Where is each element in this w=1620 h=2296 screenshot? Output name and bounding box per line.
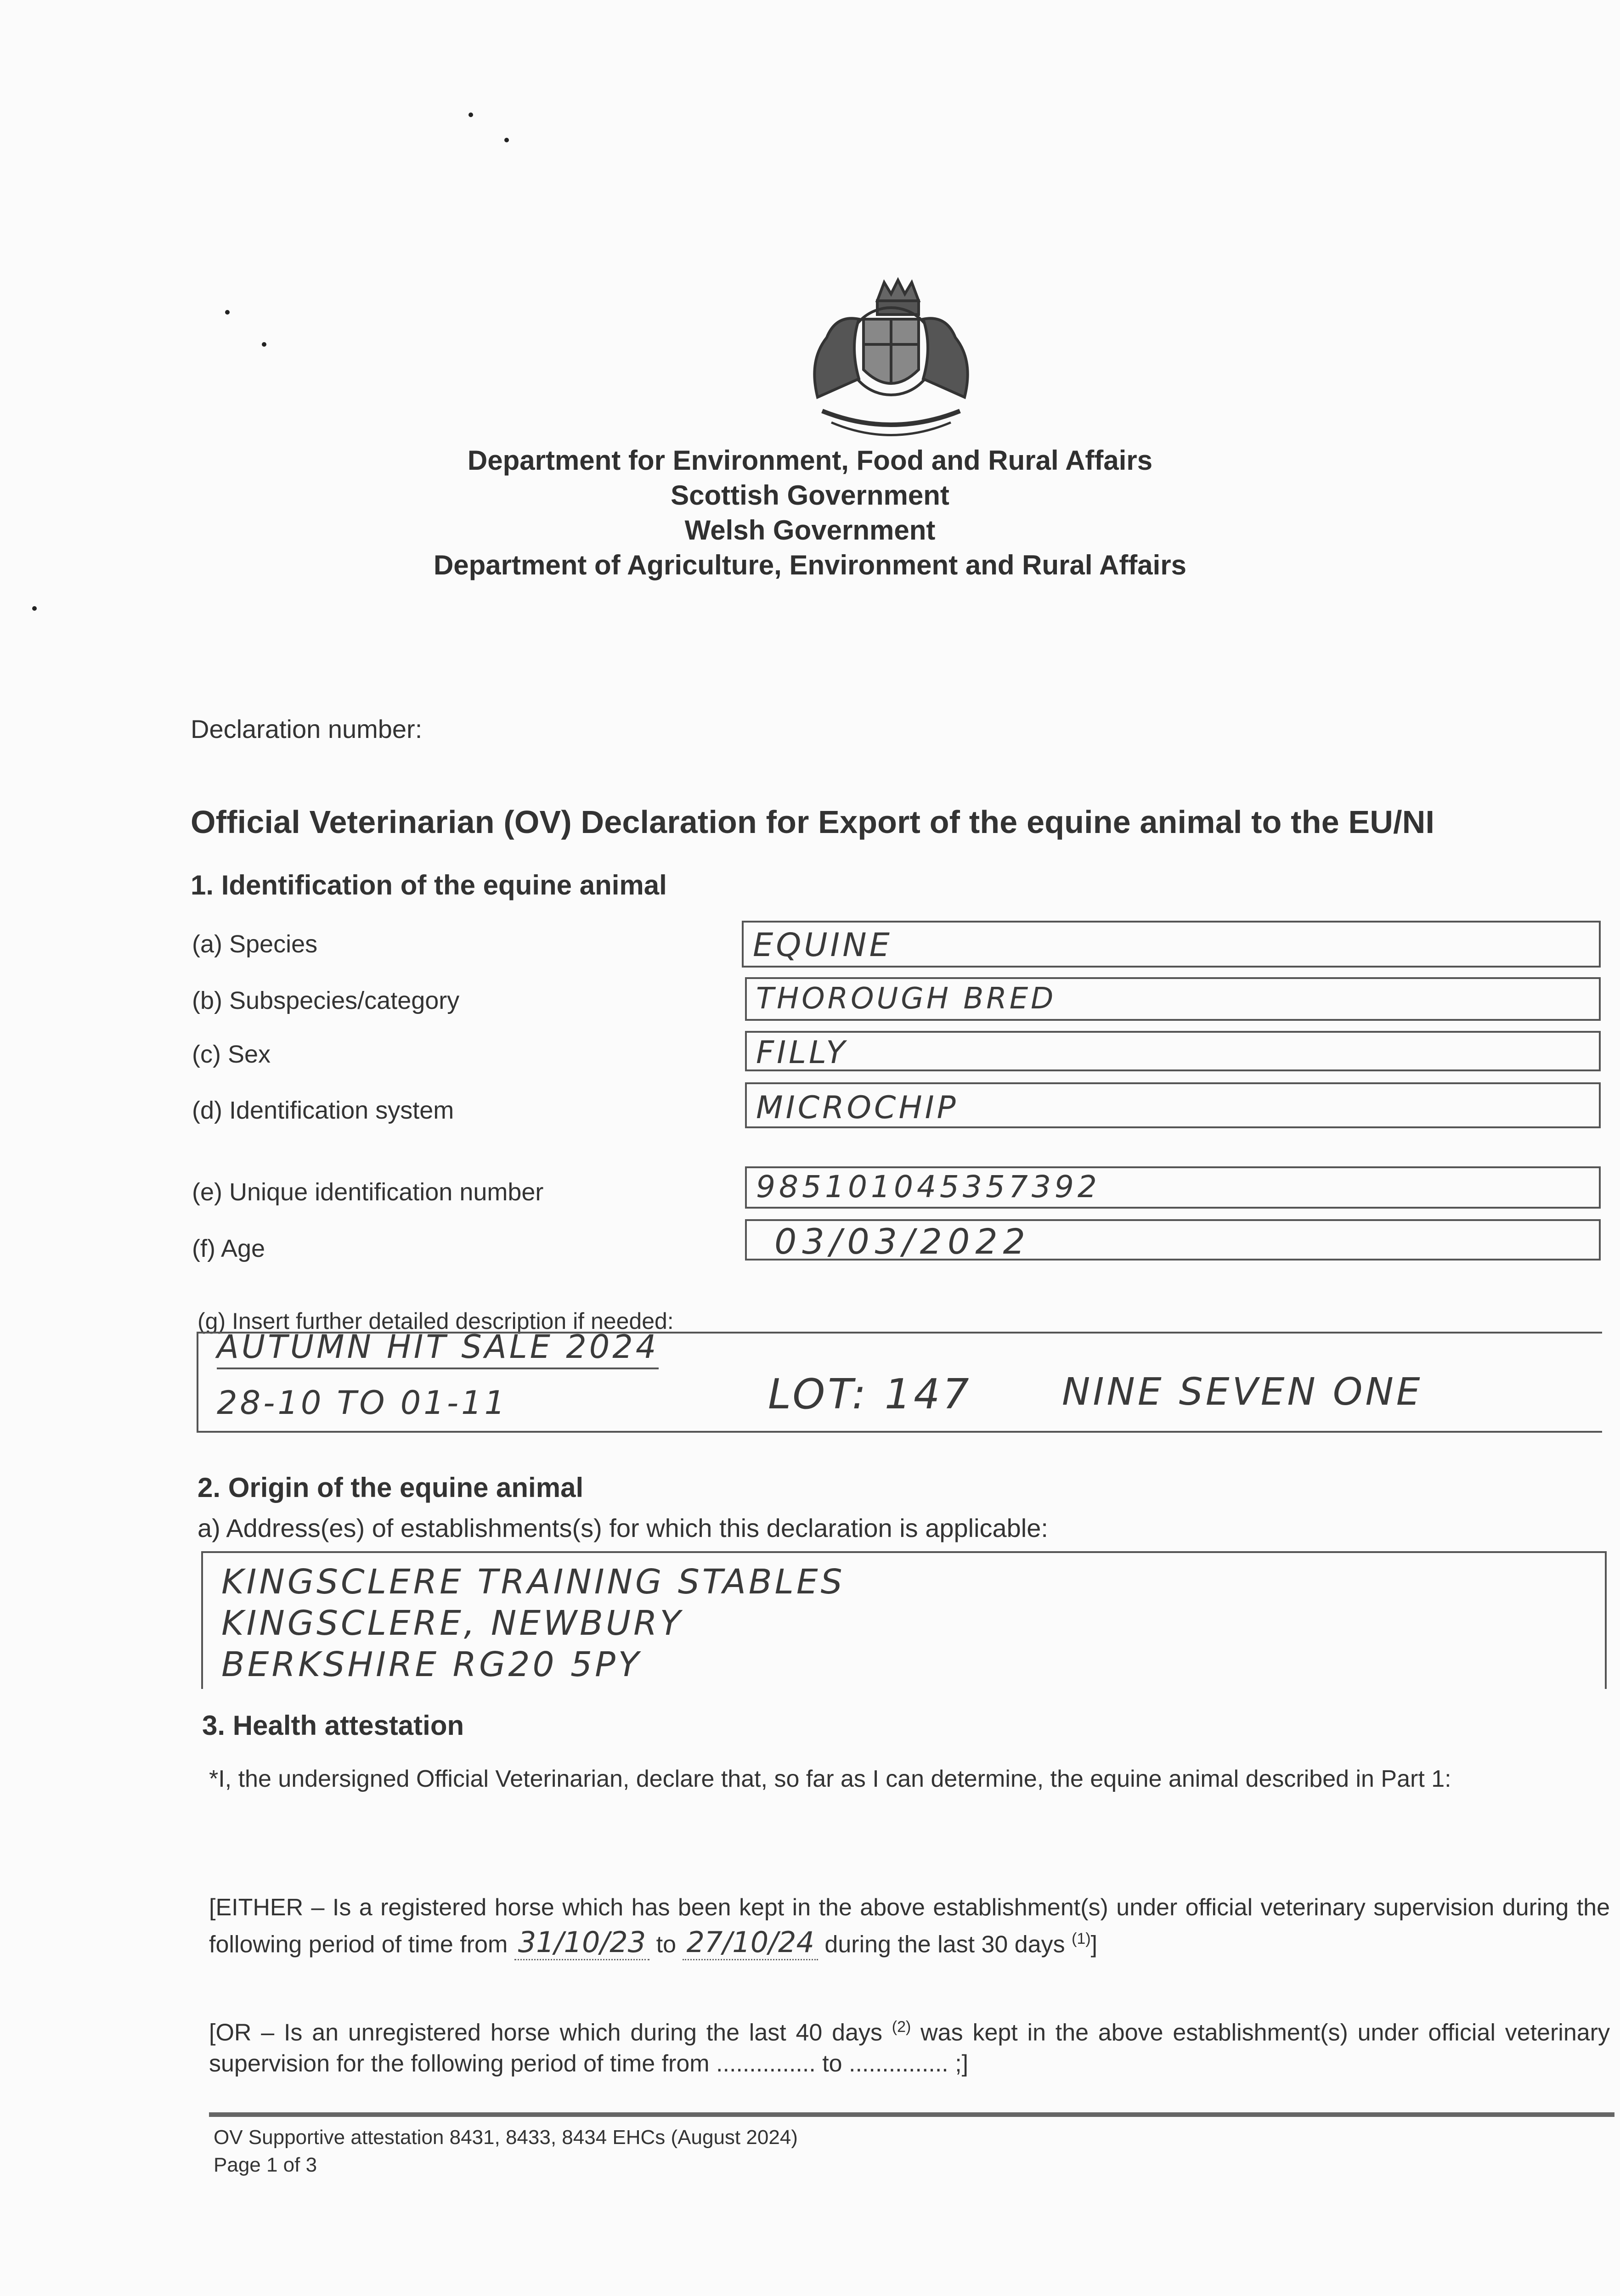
field-label-identification-system: (d) Identification system xyxy=(192,1097,454,1124)
further-description-field xyxy=(197,1328,1602,1433)
section-heading: 1. Identification of the equine animal xyxy=(191,870,667,900)
further-description-line: NINE SEVEN ONE xyxy=(1062,1370,1423,1414)
scan-speck xyxy=(504,138,509,142)
identification-system-field xyxy=(745,1082,1601,1128)
subspecies-value: THOROUGH BRED xyxy=(756,982,1056,1016)
footnote-ref: (1) xyxy=(1072,1930,1091,1947)
either-text: [EITHER – Is a registered horse which has been kept in the above establishment(s) under official veterinary supervision during the following period of time from xyxy=(209,1894,1610,1958)
subspecies-field xyxy=(745,977,1601,1021)
or-text-end: was kept in the above establishment(s) under official veterinary supervision for the following period of time from ............... to ............... ;] xyxy=(209,2019,1610,2077)
further-description-label: (g) Insert further detailed description if needed: xyxy=(198,1308,674,1334)
address-line: KINGSCLERE, NEWBURY xyxy=(221,1604,683,1643)
scan-speck xyxy=(469,113,473,117)
either-clause xyxy=(209,1892,1610,1960)
field-label-age: (f) Age xyxy=(192,1235,265,1262)
issuer-line: Department of Agriculture, Environment and Rural Affairs xyxy=(433,550,1187,580)
scan-speck xyxy=(225,310,230,315)
or-text: [OR – Is an unregistered horse which during the last 40 days xyxy=(209,2019,882,2046)
scan-speck xyxy=(32,606,37,611)
scan-speck xyxy=(262,342,266,347)
footer-divider xyxy=(209,2112,1614,2117)
or-clause xyxy=(209,2011,1610,2079)
footnote-ref: (2) xyxy=(892,2018,911,2036)
section-heading: 3. Health attestation xyxy=(202,1710,464,1741)
address-label: a) Address(es) of establishments(s) for which this declaration is applicable: xyxy=(198,1514,1048,1542)
section-heading: 2. Origin of the equine animal xyxy=(198,1472,584,1503)
either-text-end: during the last 30 days xyxy=(824,1931,1065,1958)
issuer-line: Welsh Government xyxy=(684,515,936,546)
page-number: Page 1 of 3 xyxy=(214,2154,317,2176)
age-value: 03/03/2022 xyxy=(774,1221,1031,1262)
field-label-unique-id: (e) Unique identification number xyxy=(192,1178,544,1206)
further-description-line: 28-10 TO 01-11 xyxy=(217,1384,508,1422)
unique-id-value: 985101045357392 xyxy=(756,1169,1101,1204)
document-title: Official Veterinarian (OV) Declaration for Export of the equine animal to the EU/NI xyxy=(191,804,1435,840)
species-value: EQUINE xyxy=(753,926,892,964)
field-label-species: (a) Species xyxy=(192,930,318,958)
address-line: KINGSCLERE TRAINING STABLES xyxy=(221,1562,845,1602)
footer-reference: OV Supportive attestation 8431, 8433, 8434 EHCs (August 2024) xyxy=(214,2126,798,2149)
further-description-line: LOT: 147 xyxy=(768,1370,972,1418)
issuer-line: Scottish Government xyxy=(671,480,949,511)
sex-value: FILLY xyxy=(756,1035,848,1071)
either-close: ] xyxy=(1090,1931,1098,1958)
field-label-subspecies: (b) Subspecies/category xyxy=(192,987,460,1014)
address-line: BERKSHIRE RG20 5PY xyxy=(221,1645,642,1684)
either-to-word: to xyxy=(656,1931,677,1958)
unique-id-field xyxy=(745,1166,1601,1209)
royal-coat-of-arms-logo xyxy=(790,269,992,448)
either-to-date: 27/10/24 xyxy=(683,1925,818,1960)
further-description-line: AUTUMN HIT SALE 2024 xyxy=(217,1328,659,1369)
attestation-intro: *I, the undersigned Official Veterinarian, declare that, so far as I can determine, the equine animal described in Part 1: xyxy=(209,1766,1451,1792)
either-from-date: 31/10/23 xyxy=(514,1925,649,1960)
issuer-line: Department for Environment, Food and Rural Affairs xyxy=(467,445,1153,476)
age-field xyxy=(745,1219,1601,1261)
species-field xyxy=(742,921,1601,968)
field-label-sex: (c) Sex xyxy=(192,1041,271,1068)
sex-field xyxy=(745,1031,1601,1071)
address-field xyxy=(201,1551,1607,1689)
declaration-number-label: Declaration number: xyxy=(191,715,423,743)
identification-system-value: MICROCHIP xyxy=(756,1090,959,1126)
